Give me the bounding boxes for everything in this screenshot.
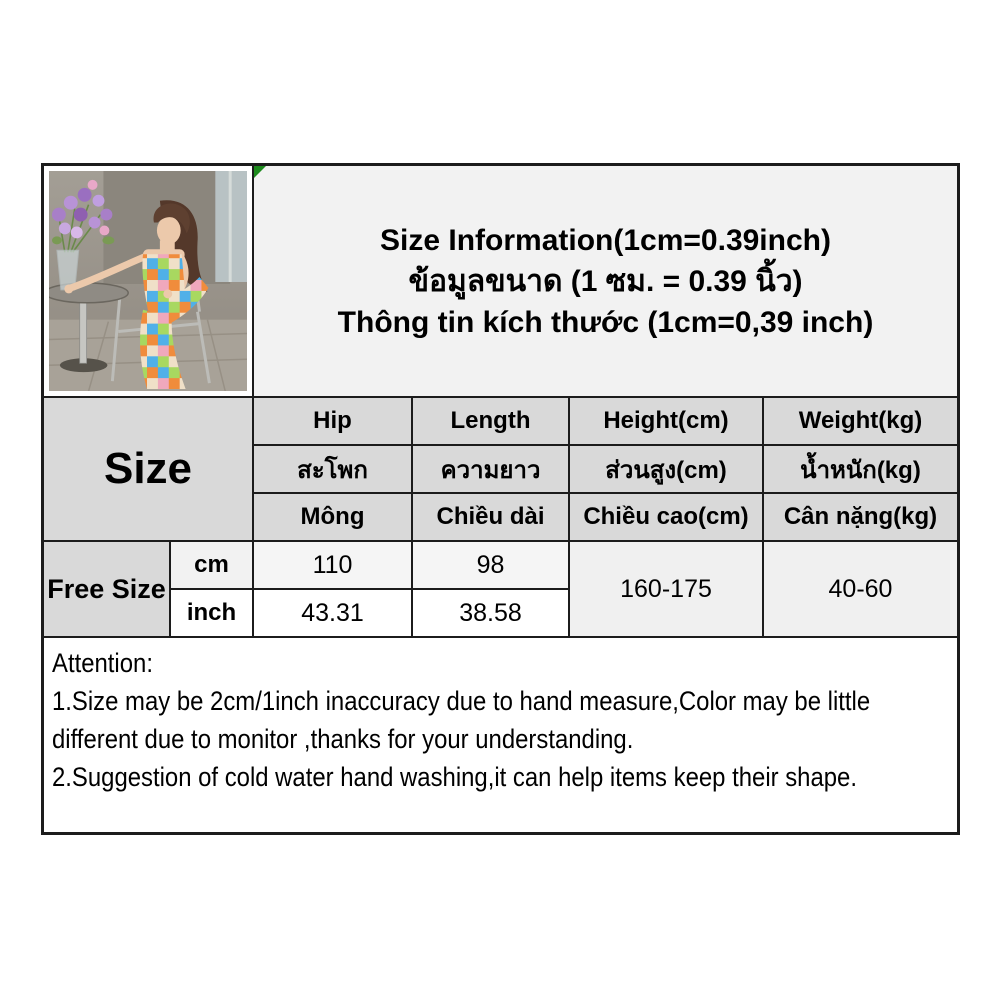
size-name-cell: Free Size bbox=[44, 542, 169, 636]
length-inch-value: 38.58 bbox=[413, 590, 568, 636]
height-range-value: 160-175 bbox=[570, 542, 762, 636]
header-weight-en: Weight(kg) bbox=[764, 398, 957, 444]
size-chart-table bbox=[41, 163, 960, 835]
hip-inch-value: 43.31 bbox=[254, 590, 411, 636]
header-weight-th: น้ำหนัก(kg) bbox=[764, 446, 957, 492]
product-photo-illustration bbox=[49, 171, 247, 391]
header-length-en: Length bbox=[413, 398, 568, 444]
attention-note-1: 1.Size may be 2cm/1inch inaccuracy due to hand measure,Color may be little different due to monitor ,thanks for your understanding. bbox=[52, 686, 871, 754]
size-information-title bbox=[254, 166, 957, 396]
length-cm-value: 98 bbox=[413, 542, 568, 588]
header-hip-en: Hip bbox=[254, 398, 411, 444]
header-weight-vi: Cân nặng(kg) bbox=[764, 494, 957, 540]
title-line-en: Size Information(1cm=0.39inch) bbox=[380, 223, 831, 257]
title-line-th: ข้อมูลขนาด (1 ซม. = 0.39 นิ้ว) bbox=[408, 264, 803, 298]
attention-section bbox=[44, 638, 957, 832]
header-length-vi: Chiều dài bbox=[413, 494, 568, 540]
product-photo bbox=[44, 166, 252, 396]
title-line-vi: Thông tin kích thước (1cm=0,39 inch) bbox=[337, 305, 874, 339]
unit-inch-cell: inch bbox=[171, 590, 252, 636]
header-height-th: ส่วนสูง(cm) bbox=[570, 446, 762, 492]
weight-range-value: 40-60 bbox=[764, 542, 957, 636]
hip-cm-value: 110 bbox=[254, 542, 411, 588]
header-height-vi: Chiều cao(cm) bbox=[570, 494, 762, 540]
green-corner-marker-icon bbox=[254, 166, 266, 178]
attention-heading: Attention: bbox=[52, 648, 153, 678]
unit-cm-cell: cm bbox=[171, 542, 252, 588]
attention-text bbox=[52, 644, 956, 796]
size-column-header: Size bbox=[44, 398, 252, 540]
header-hip-th: สะโพก bbox=[254, 446, 411, 492]
header-length-th: ความยาว bbox=[413, 446, 568, 492]
header-hip-vi: Mông bbox=[254, 494, 411, 540]
attention-note-2: 2.Suggestion of cold water hand washing,it can help items keep their shape. bbox=[52, 762, 857, 792]
header-height-en: Height(cm) bbox=[570, 398, 762, 444]
